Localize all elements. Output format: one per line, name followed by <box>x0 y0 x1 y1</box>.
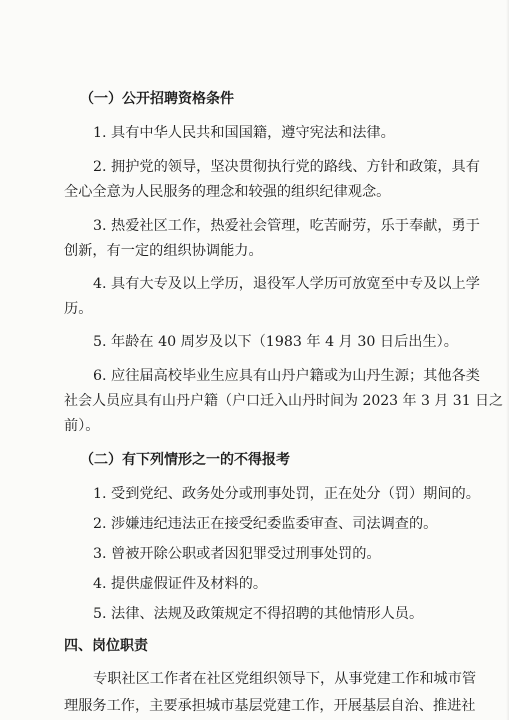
section-heading-exclusions: （二）有下列情形之一的不得报考 <box>80 452 290 468</box>
exclusion-item-1: 1. 受到党纪、政务处分或刑事处罚，正在处分（罚）期间的。 <box>93 486 480 502</box>
qualification-item-2-line-2: 全心全意为人民服务的理念和较强的组织纪律观念。 <box>64 184 391 200</box>
qualification-item-6-line-1: 6. 应往届高校毕业生应具有山丹户籍或为山丹生源；其他各类 <box>93 368 480 384</box>
qualification-item-4-line-1: 4. 具有大专及以上学历，退役军人学历可放宽至中专及以上学 <box>93 276 480 292</box>
duties-line-1: 专职社区工作者在社区党组织领导下，从事党建工作和城市管 <box>93 671 477 687</box>
qualification-item-4-line-2: 历。 <box>64 301 93 317</box>
duties-line-2: 理服务工作，主要承担城市基层党建工作，开展基层自治、推进社 <box>64 698 476 714</box>
exclusion-item-5: 5. 法律、法规及政策规定不得招聘的其他情形人员。 <box>93 606 424 622</box>
qualification-item-3-line-2: 创新，有一定的组织协调能力。 <box>64 243 263 259</box>
exclusion-item-3: 3. 曾被开除公职或者因犯罪受过刑事处罚的。 <box>93 546 381 562</box>
qualification-item-6-line-3: 前）。 <box>64 418 100 434</box>
section-heading-duties: 四、岗位职责 <box>64 638 148 654</box>
exclusion-item-2: 2. 涉嫌违纪违法正在接受纪委监委审查、司法调查的。 <box>93 516 438 532</box>
qualification-item-6-line-2: 社会人员应具有山丹户籍（户口迁入山丹时间为 2023 年 3 月 31 日之 <box>64 393 504 409</box>
exclusion-item-4: 4. 提供虚假证件及材料的。 <box>93 576 268 592</box>
section-heading-qualifications: （一）公开招聘资格条件 <box>80 91 234 107</box>
qualification-item-2-line-1: 2. 拥护党的领导，坚决贯彻执行党的路线、方针和政策，具有 <box>93 159 480 175</box>
qualification-item-1: 1. 具有中华人民共和国国籍，遵守宪法和法律。 <box>93 125 395 141</box>
qualification-item-5: 5. 年龄在 40 周岁及以下（1983 年 4 月 30 日后出生）。 <box>93 334 458 350</box>
qualification-item-3-line-1: 3. 热爱社区工作，热爱社会管理，吃苦耐劳，乐于奉献，勇于 <box>93 218 480 234</box>
